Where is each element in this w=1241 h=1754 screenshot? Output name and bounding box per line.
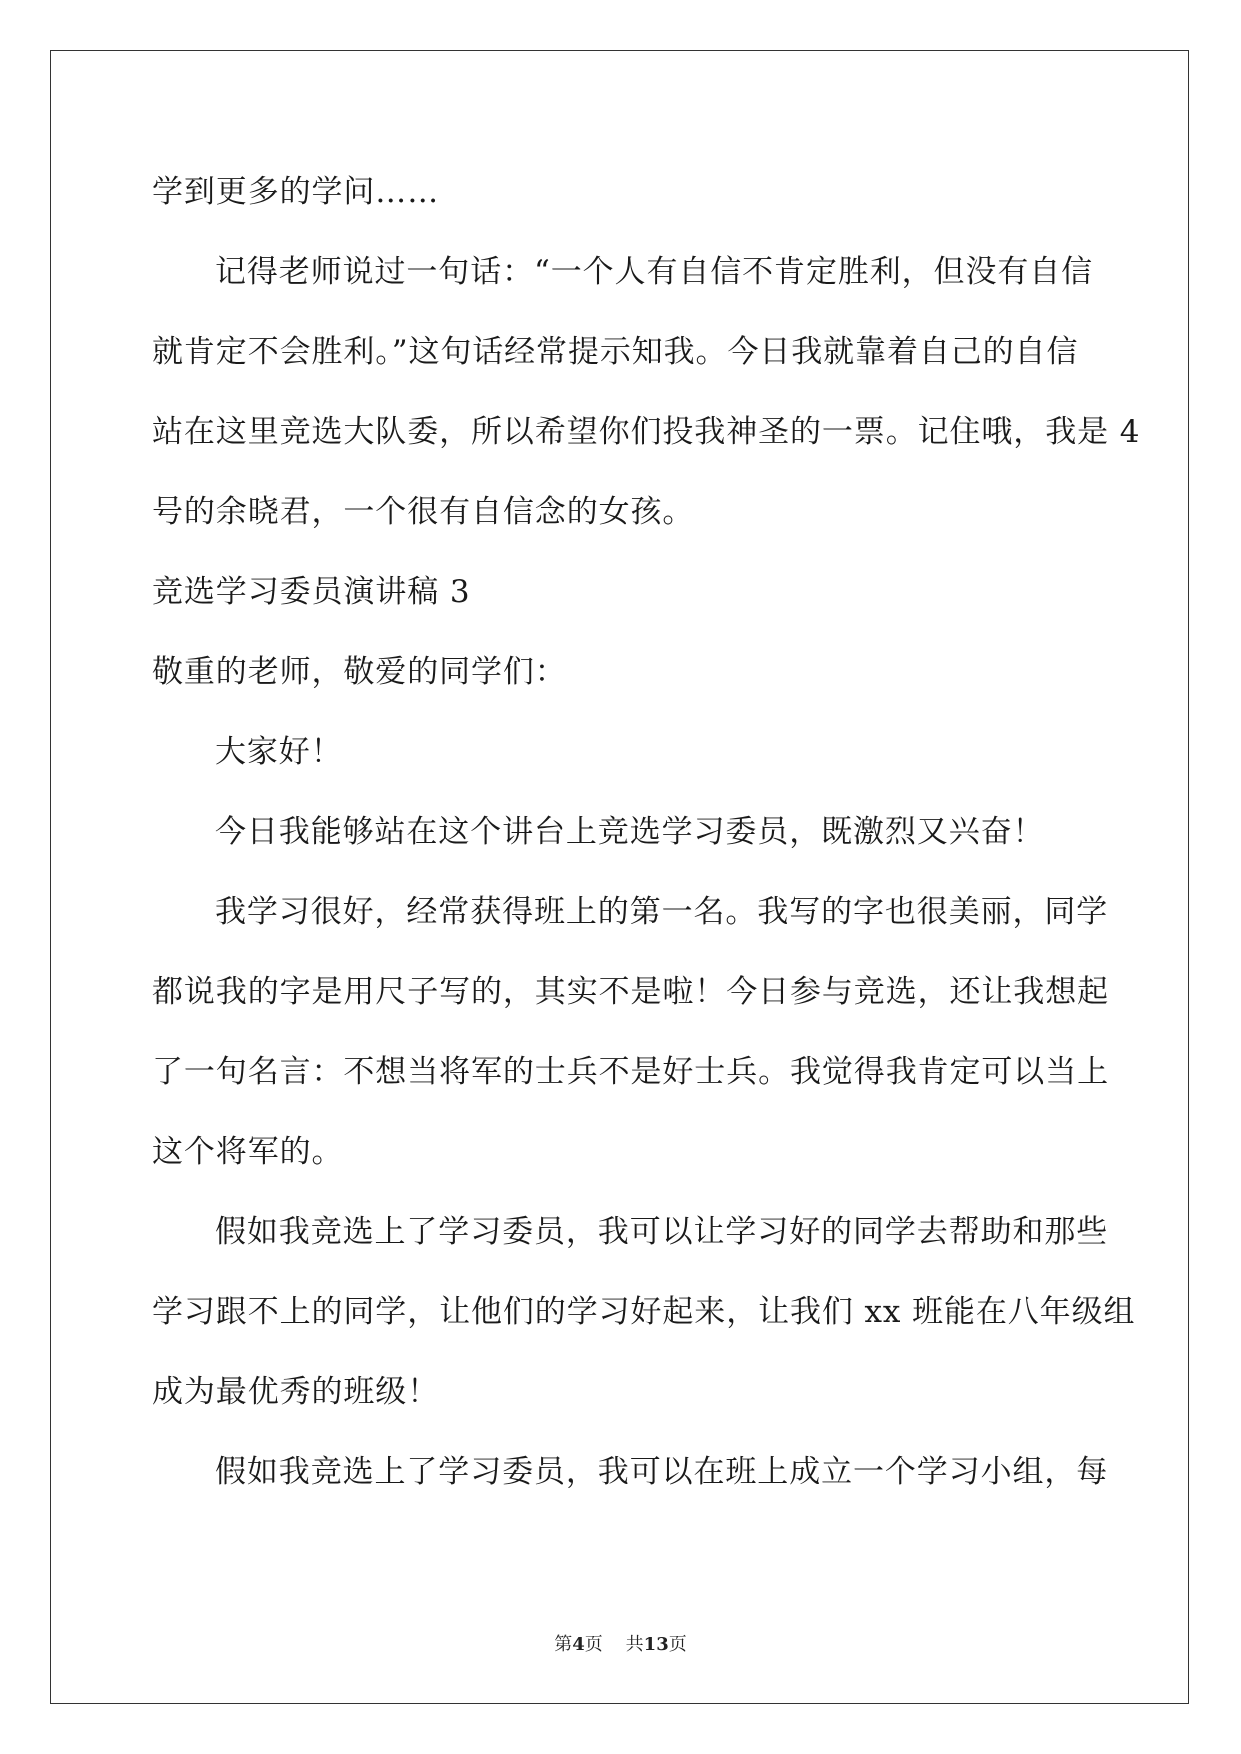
text-line-15: 学习跟不上的同学，让他们的学习好起来，让我们 xx 班能在八年级组 [152, 1294, 1136, 1330]
text-line-14: 假如我竞选上了学习委员，我可以让学习好的同学去帮助和那些 [215, 1214, 1109, 1250]
text-line-11: 都说我的字是用尺子写的，其实不是啦！今日参与竞选，还让我想起 [152, 974, 1109, 1010]
text-line-2: 记得老师说过一句话：“一个人有自信不肯定胜利，但没有自信 [215, 254, 1094, 290]
greeting: 大家好！ [215, 734, 343, 770]
text-line-16: 成为最优秀的班级！ [152, 1374, 440, 1410]
text-line-9: 今日我能够站在这个讲台上竞选学习委员，既激烈又兴奋！ [215, 814, 1045, 850]
text-line-4: 站在这里竞选大队委，所以希望你们投我神圣的一票。记住哦，我是 4 [152, 414, 1141, 450]
section-heading: 竞选学习委员演讲稿 3 [152, 574, 471, 610]
text-line-5: 号的余晓君，一个很有自信念的女孩。 [152, 494, 695, 530]
total-suffix: 页 [668, 1634, 687, 1655]
text-line-13: 这个将军的。 [152, 1134, 344, 1170]
text-line-10: 我学习很好，经常获得班上的第一名。我写的字也很美丽，同学 [215, 894, 1109, 930]
page-suffix: 页 [584, 1634, 603, 1655]
salutation: 敬重的老师，敬爱的同学们： [152, 654, 567, 690]
text-line-1: 学到更多的学问…… [152, 174, 440, 210]
text-line-12: 了一句名言：不想当将军的士兵不是好士兵。我觉得我肯定可以当上 [152, 1054, 1109, 1090]
page-footer [0, 1630, 1241, 1656]
total-pages: 13 [643, 1634, 669, 1655]
text-line-17: 假如我竞选上了学习委员，我可以在班上成立一个学习小组，每 [215, 1454, 1109, 1490]
total-prefix: 共 [625, 1634, 644, 1655]
page-prefix: 第 [554, 1634, 573, 1655]
text-line-3: 就肯定不会胜利。”这句话经常提示知我。今日我就靠着自己的自信 [152, 334, 1079, 370]
page-number: 4 [572, 1634, 585, 1655]
